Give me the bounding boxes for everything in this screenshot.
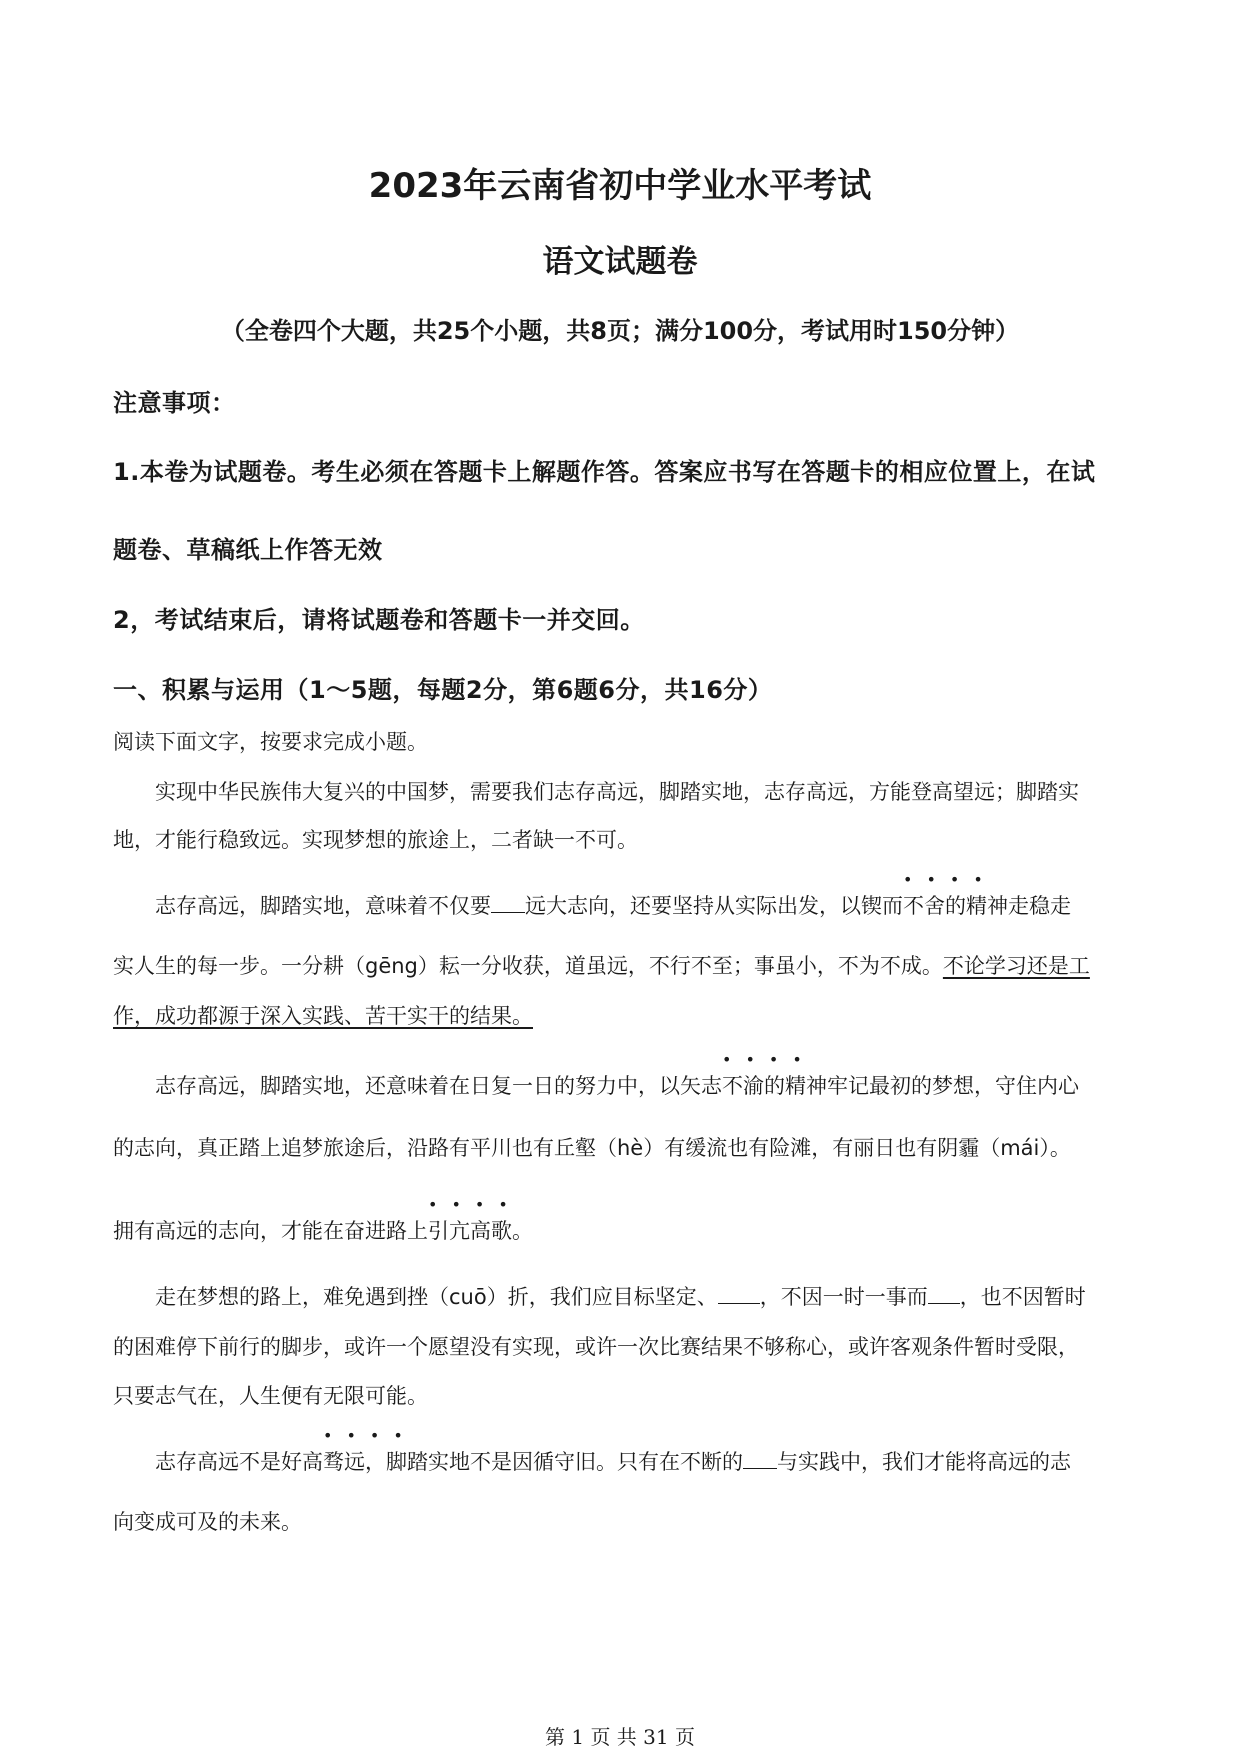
page-footer: 第 1 页 共 31 页 — [545, 1725, 695, 1749]
paragraph-5-text-c: 与实践中，我们才能将高远的志 — [777, 1450, 1071, 1474]
paragraph-4-line-2: 的困难停下前行的脚步，或许一个愿望没有实现，或许一次比赛结果不够称心，或许客观条件暂时受限， — [113, 1335, 1079, 1359]
paragraph-4-text-a: 走在梦想的路上，难免遇到挫（cuō）折，我们应目标坚定、 — [155, 1285, 718, 1309]
exam-subtitle: 语文试题卷 — [542, 244, 698, 280]
paragraph-2-line-2 — [113, 950, 1129, 980]
notice-item-1-line-1: 1.本卷为试题卷。考生必须在答题卡上解题作答。答案应书写在答题卡的相应位置上，在试 — [113, 458, 1096, 486]
paragraph-4-text-b: ，不因一时一事而 — [759, 1285, 928, 1309]
paragraph-2-line-2-text: 实人生的每一步。一分耕（gēng）耘一分收获，道虽远，不行不至；事虽小，不为不成。 — [113, 954, 943, 978]
paragraph-1-line-2: 地，才能行稳致远。实现梦想的旅途上，二者缺一不可。 — [113, 828, 638, 852]
emphasis-word-2: •••• 矢志不渝 — [680, 1050, 816, 1098]
paragraph-3-line-1 — [113, 1050, 1129, 1100]
notice-item-2: 2，考试结束后，请将试题卷和答题卡一并交回。 — [113, 606, 645, 634]
emphasis-word-3: •••• 引亢高歌 — [428, 1195, 522, 1243]
paragraph-3-text-b: 的精神牢记最初的梦想，守住内心 — [764, 1074, 1079, 1098]
section-1-heading: 一、积累与运用（1～5题，每题2分，第6题6分，共16分） — [113, 676, 773, 704]
blank-2 — [718, 1302, 760, 1304]
exam-title: 2023年云南省初中学业水平考试 — [368, 166, 872, 206]
underlined-sentence-part-2: 作，成功都源于深入实践、苦干实干的结果。 — [113, 1004, 533, 1028]
paragraph-1-line-1: 实现中华民族伟大复兴的中国梦，需要我们志存高远，脚踏实地，志存高远，方能登高望远；脚踏实 — [155, 780, 1079, 804]
paragraph-3-line-2: 的志向，真正踏上追梦旅途后，沿路有平川也有丘壑（hè）有缓流也有险滩，有丽日也有阴霾（mái）。 — [113, 1136, 1071, 1160]
section-1-intro: 阅读下面文字，按要求完成小题。 — [113, 730, 428, 754]
blank-1 — [491, 911, 525, 913]
paragraph-2-text-b: 远大志向，还要坚持从实际出发，以 — [525, 894, 861, 918]
paragraph-3-line-3-text-a: 拥有高远的志向，才能在奋进路上 — [113, 1219, 428, 1243]
underlined-sentence-part-1: 不论学习还是工 — [942, 954, 1090, 978]
paragraph-5-line-2: 向变成可及的未来。 — [113, 1510, 302, 1534]
paragraph-2-line-3 — [113, 1000, 1129, 1030]
paragraph-2-text-c: 的精神走稳走 — [945, 894, 1071, 918]
paragraph-5-line-1 — [113, 1426, 1129, 1476]
paragraph-2-line-1 — [113, 870, 1129, 920]
paragraph-3-line-3-text-b: 。 — [512, 1219, 533, 1243]
notice-heading: 注意事项： — [113, 389, 236, 417]
blank-4 — [743, 1467, 777, 1469]
paragraph-3-text-a: 志存高远，脚踏实地，还意味着在日复一日的努力中，以 — [155, 1074, 680, 1098]
blank-3 — [928, 1302, 960, 1304]
paragraph-4-text-c: ，也不因暂时 — [959, 1285, 1086, 1309]
paragraph-4-line-3: 只要志气在，人生便有无限可能。 — [113, 1384, 428, 1408]
emphasis-word-1: •••• 锲而不舍 — [861, 870, 997, 918]
paragraph-2-text-a: 志存高远，脚踏实地，意味着不仅要 — [155, 894, 491, 918]
emphasis-word-4: •••• 好高骛远 — [281, 1426, 417, 1474]
paragraph-3-line-3 — [113, 1195, 1129, 1245]
paragraph-4-line-1 — [113, 1281, 1129, 1311]
paragraph-5-text-a: 志存高远不是 — [155, 1450, 281, 1474]
exam-info: （全卷四个大题，共25个小题，共8页；满分100分，考试用时150分钟） — [220, 317, 1020, 345]
paragraph-5-text-b: ，脚踏实地不是因循守旧。只有在不断的 — [365, 1450, 743, 1474]
notice-item-1-line-2: 题卷、草稿纸上作答无效 — [113, 536, 383, 564]
